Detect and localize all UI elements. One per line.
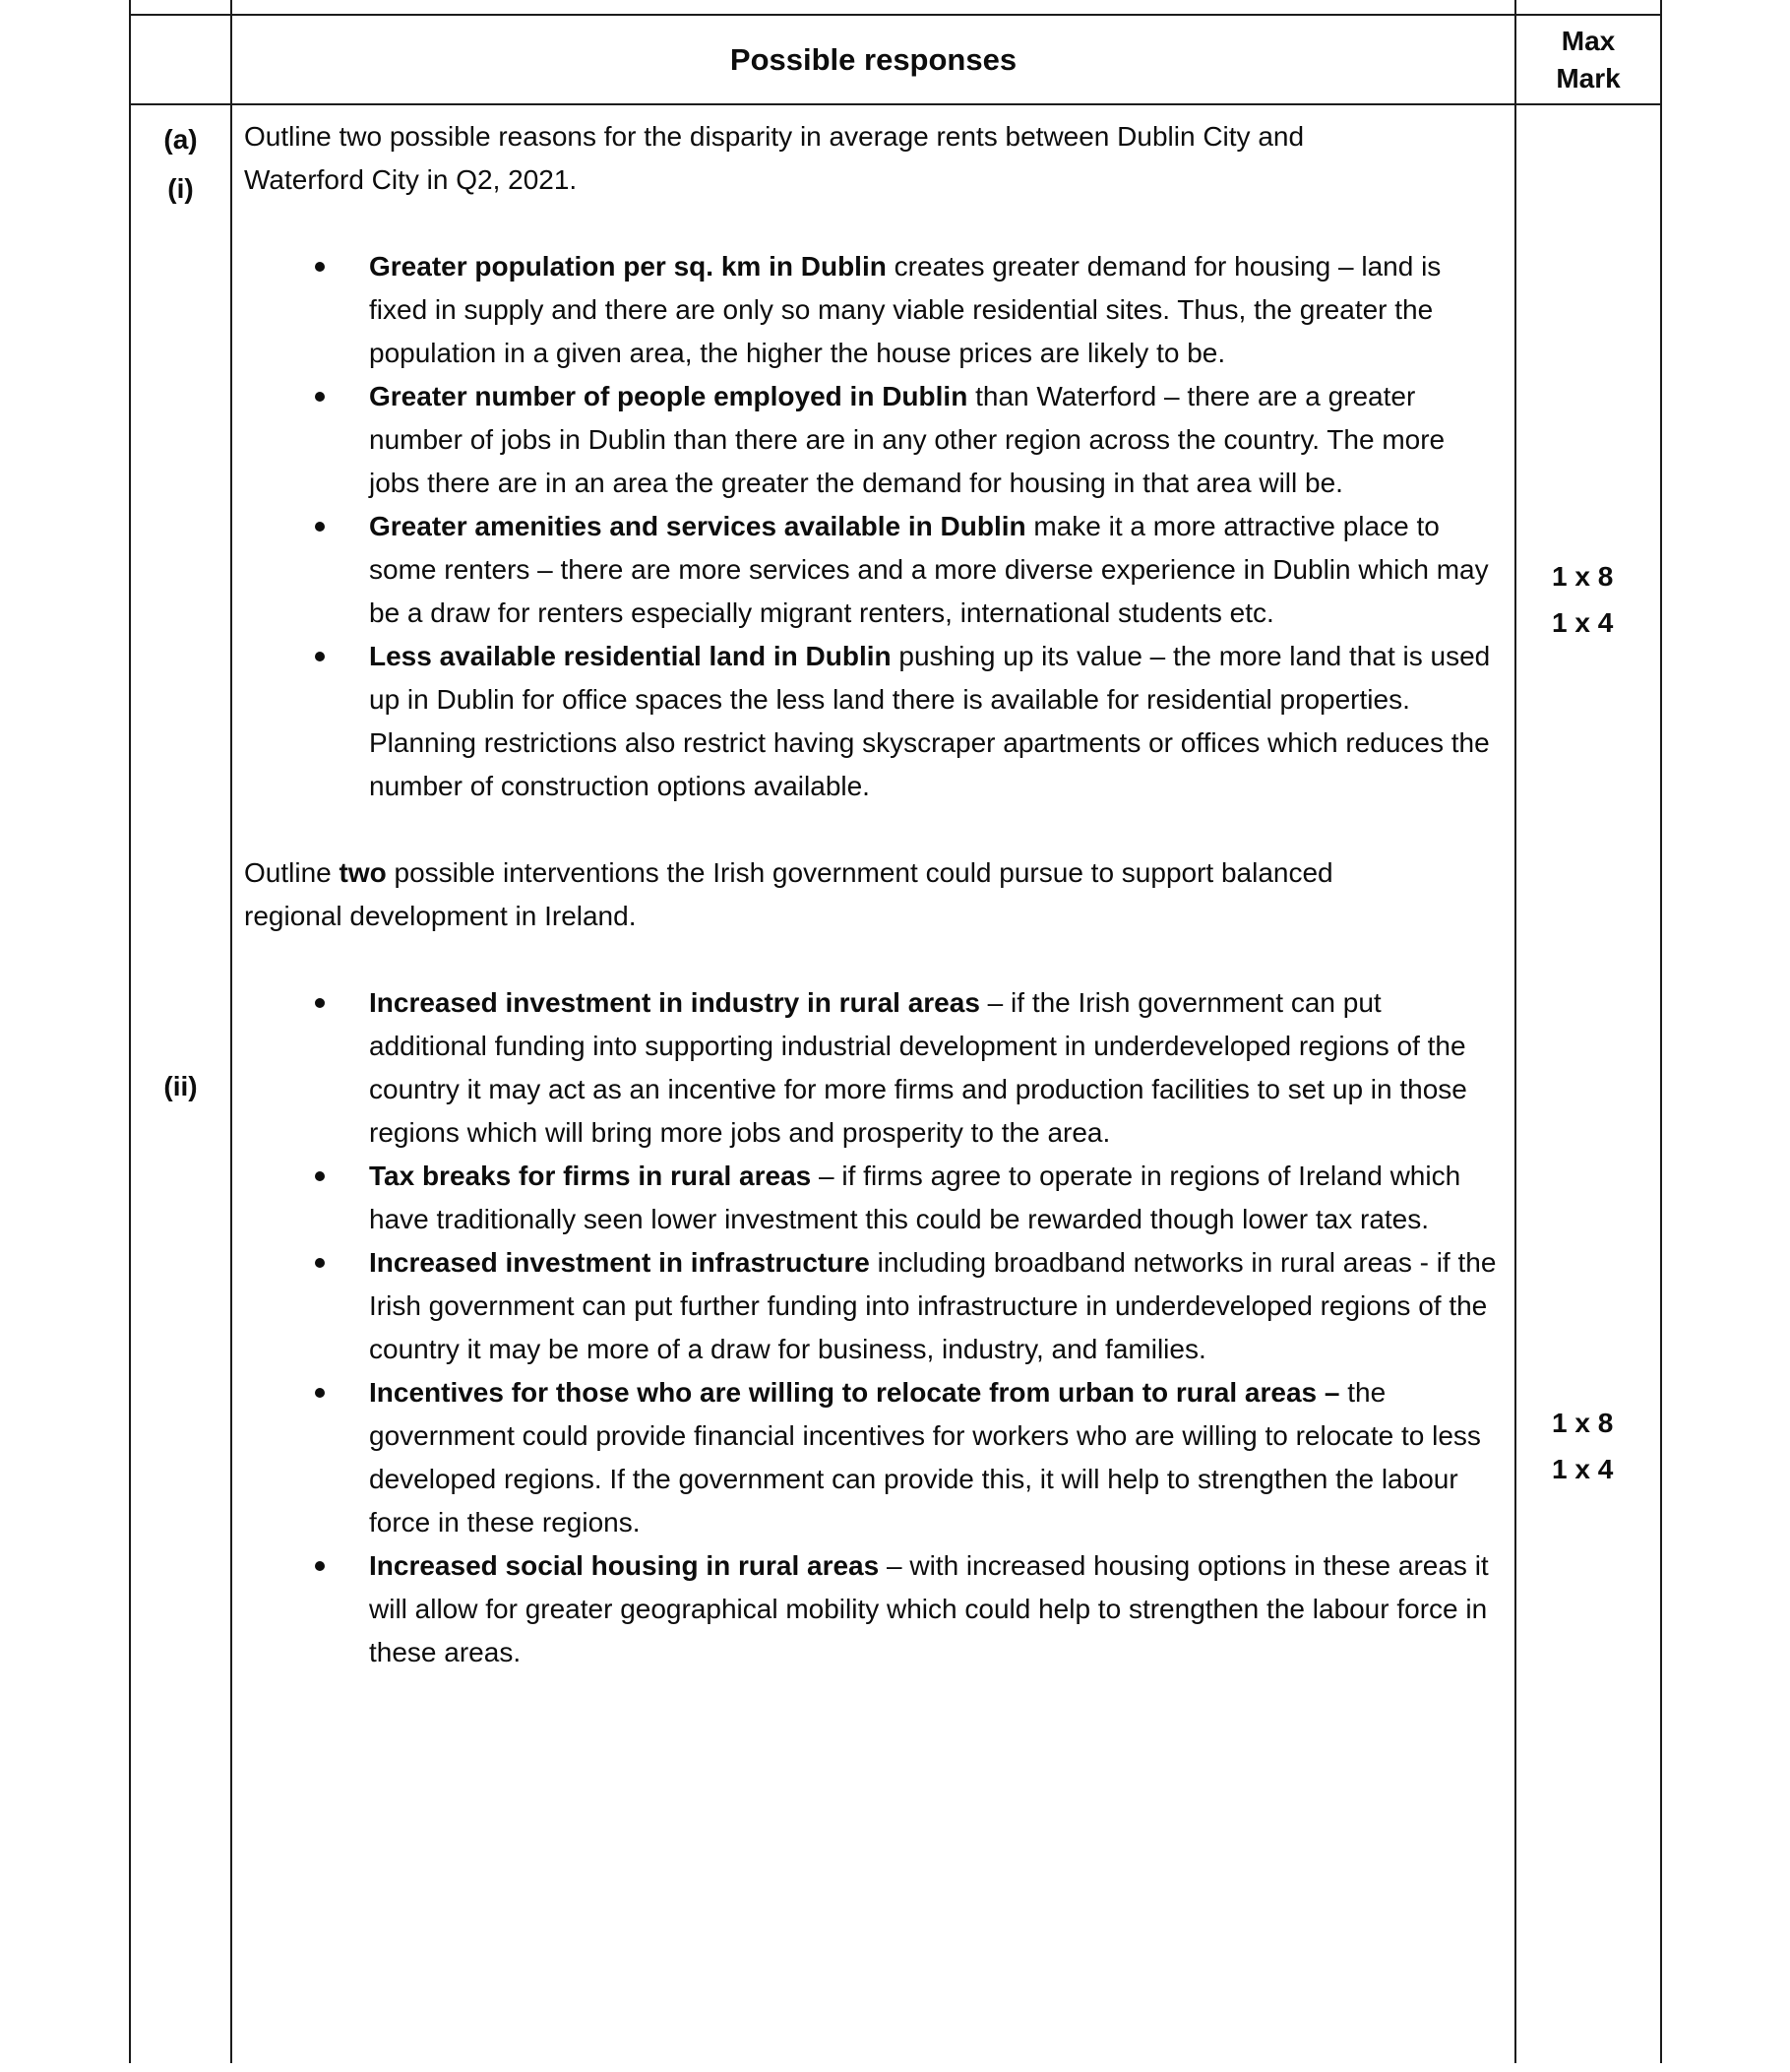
bullet-lead: Greater number of people employed in Dublin: [369, 381, 968, 411]
bullet-item: [244, 1241, 1499, 1371]
mark-value: 1 x 8: [1552, 561, 1614, 592]
question-part-i: Outline two possible reasons for the disparity in average rents between Dublin City and Waterford City in Q2, 2021.: [244, 121, 1305, 195]
bullet-item: [244, 1544, 1499, 1674]
bullet-lead: Greater amenities and services available in Dublin: [369, 511, 1026, 541]
bullet-text: make it a more attractive place to some renters – there are more services and a more diverse experience in Dublin which may be a draw for renters especially migrant renters, international students etc.: [369, 511, 1489, 628]
bullet-list-part-i: [244, 245, 1499, 808]
body-row: [131, 105, 1662, 2063]
bullet-item: [244, 1155, 1499, 1241]
bullet-lead: Less available residential land in Dublin: [369, 641, 892, 671]
question-label-cell: [131, 105, 232, 2063]
sliver-label-cell: [131, 0, 232, 14]
label-i: (i): [167, 173, 194, 204]
header-row: [131, 16, 1662, 105]
label-ii: (ii): [163, 1071, 198, 1101]
bullet-item: [244, 635, 1499, 808]
mark-value: 1 x 4: [1552, 1454, 1614, 1484]
marking-scheme-table: [129, 0, 1662, 2063]
bullet-text: – with increased housing options in these areas it will allow for greater geographical mobility which could help to strengthen the labour force in these areas.: [369, 1550, 1489, 1667]
bullet-item: [244, 981, 1499, 1155]
mark-value: 1 x 4: [1552, 607, 1614, 638]
responses-content: [232, 105, 1514, 1674]
previous-row-sliver: [131, 0, 1662, 16]
header-max-mark-cell: [1516, 16, 1662, 103]
header-responses-cell: [232, 16, 1516, 103]
label-a: (a): [163, 124, 198, 155]
max-mark-title: [1556, 23, 1620, 97]
question-part-ii: [244, 851, 1366, 938]
sliver-main-cell: [232, 0, 1516, 14]
bullet-text: – if firms agree to operate in regions of Ireland which have traditionally seen lower investment this could be rewarded though lower tax rates.: [369, 1161, 1461, 1234]
bullet-lead: Increased investment in industry in rural areas: [369, 987, 980, 1018]
possible-responses-title: Possible responses: [729, 41, 1018, 77]
sliver-mark-cell: [1516, 0, 1662, 14]
header-label-cell: [131, 16, 232, 103]
bullet-lead: Incentives for those who are willing to relocate from urban to rural areas –: [369, 1377, 1340, 1408]
mark-value: 1 x 8: [1552, 1408, 1614, 1438]
question-ii-bold: two: [339, 857, 387, 888]
max-mark-cell: [1516, 105, 1662, 2063]
bullet-item: [244, 1371, 1499, 1544]
bullet-list-part-ii: [244, 981, 1499, 1674]
max-mark-line-2: Mark: [1556, 62, 1621, 94]
bullet-lead: Greater population per sq. km in Dublin: [369, 251, 887, 282]
label-a-i: [131, 115, 230, 214]
bullet-text: the government could provide financial incentives for workers who are willing to relocate to less developed regions. If the government can provide this, it will help to strengthen the labour force in these regions.: [369, 1377, 1481, 1538]
marks-part-ii: [1516, 1400, 1660, 1492]
bullet-lead: Increased social housing in rural areas: [369, 1550, 880, 1581]
bullet-item: [244, 245, 1499, 375]
max-mark-line-1: Max: [1561, 25, 1616, 56]
bullet-text: creates greater demand for housing – land is fixed in supply and there are only so many viable residential sites. Thus, the greater the population in a given area, the higher the house prices are likely to be.: [369, 251, 1442, 368]
question-ii-prefix: Outline: [244, 857, 339, 888]
marks-part-i: [1516, 553, 1660, 646]
bullet-lead: Increased investment in infrastructure: [369, 1247, 870, 1278]
bullet-text: pushing up its value – the more land that is used up in Dublin for office spaces the less land there is available for residential properties. Planning restrictions also restrict having skyscraper apartments or offices which reduces the number of construction options available.: [369, 641, 1491, 801]
bullet-text: – if the Irish government can put additional funding into supporting industrial development in underdeveloped regions of the country it may act as an incentive for more firms and production facilities to set up in those regions which will bring more jobs and prosperity to the area.: [369, 987, 1467, 1148]
responses-cell: [232, 105, 1516, 2063]
bullet-item: [244, 375, 1499, 505]
bullet-item: [244, 505, 1499, 635]
question-ii-suffix: possible interventions the Irish government could pursue to support balanced regional development in Ireland.: [244, 857, 1333, 931]
bullet-text: including broadband networks in rural areas - if the Irish government can put further funding into infrastructure in underdeveloped regions of the country it may be more of a draw for business, industry, and families.: [369, 1247, 1497, 1364]
bullet-lead: Tax breaks for firms in rural areas: [369, 1161, 812, 1191]
bullet-text: than Waterford – there are a greater number of jobs in Dublin than there are in any other region across the country. The more jobs there are in an area the greater the demand for housing in that area will be.: [369, 381, 1446, 498]
